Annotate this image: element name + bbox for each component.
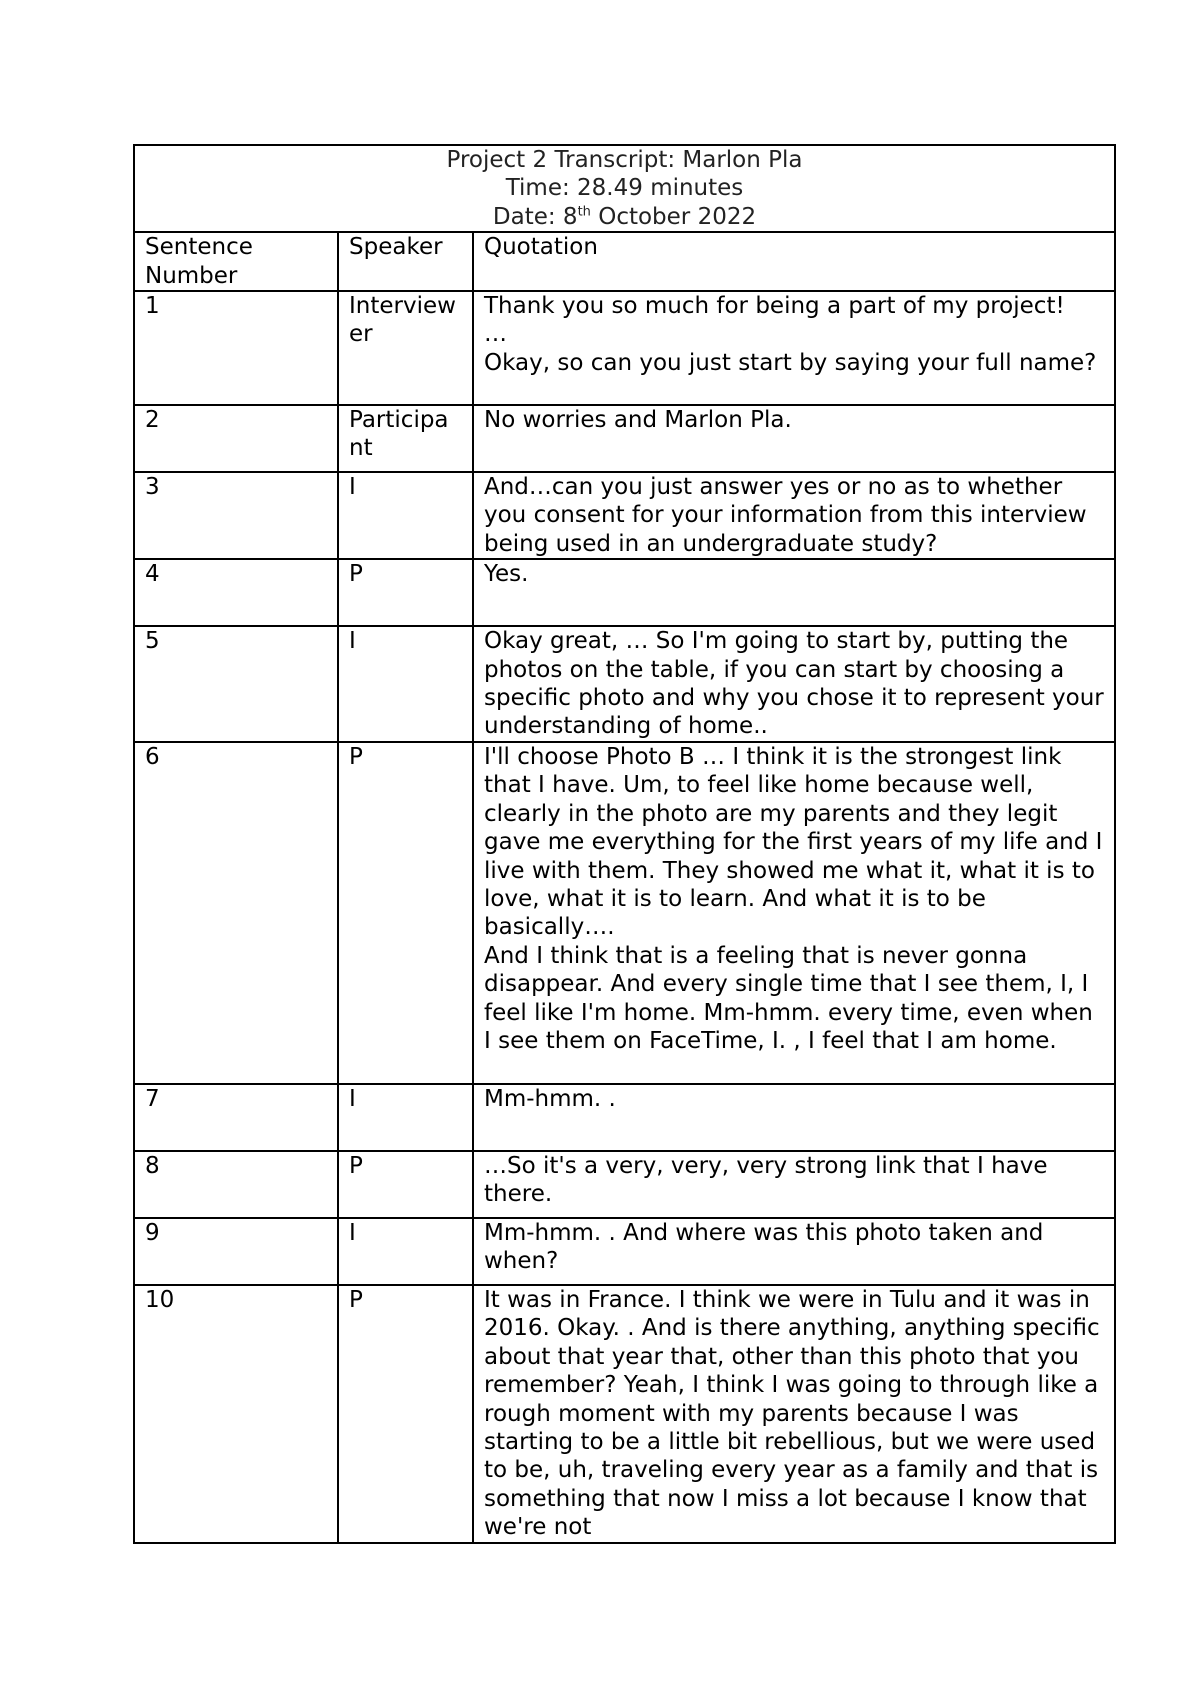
column-header-row xyxy=(134,232,1115,291)
speaker-cell: P xyxy=(338,1285,473,1543)
table-row xyxy=(134,291,1115,405)
interview-time: Time: 28.49 minutes xyxy=(505,175,744,202)
table-row xyxy=(134,1084,1115,1151)
quotation-cell xyxy=(473,1151,1115,1218)
quotation-cell xyxy=(473,291,1115,405)
table-row xyxy=(134,559,1115,626)
speaker-cell: I xyxy=(338,472,473,559)
sentence-number-cell: 10 xyxy=(134,1285,338,1543)
quotation-cell xyxy=(473,1084,1115,1151)
quotation-cell xyxy=(473,742,1115,1084)
sentence-number-cell: 5 xyxy=(134,626,338,742)
quotation-cell xyxy=(473,472,1115,559)
quotation-paragraph: Okay great, … So I'm going to start by, putting the photos on the table, if you can start by choosing a specific photo and why you chose it to represent your understanding of home.. xyxy=(484,628,1104,740)
column-header-speaker: Speaker xyxy=(338,232,473,291)
sentence-number-cell: 6 xyxy=(134,742,338,1084)
header-row xyxy=(134,145,1115,232)
speaker-cell: P xyxy=(338,559,473,626)
quotation-cell xyxy=(473,1218,1115,1285)
quotation-paragraph: Thank you so much for being a part of my project! xyxy=(484,293,1065,320)
table-row xyxy=(134,1285,1115,1543)
sentence-number-cell: 4 xyxy=(134,559,338,626)
table-row xyxy=(134,626,1115,742)
quotation-paragraph: Mm-hmm. . And where was this photo taken and when? xyxy=(484,1219,1044,1275)
quotation-paragraph: It was in France. I think we were in Tulu and it was in 2016. Okay. . And is there anything, anything specific about that year that, other than this photo that you remember? Yeah, I think I was going to through like a rough moment with my parents because I was starting to be a little bit rebellious, but we were used to be, uh, traveling every year as a family and that is something that now I miss a lot because I know that we're not xyxy=(484,1286,1100,1541)
quotation-paragraph: I'll choose Photo B … I think it is the strongest link that I have. Um, to feel like home because well, clearly in the photo are my parents and they legit gave me everything for the first years of my life and I live with them. They showed me what it, what it is to love, what it is to learn. And what it is to be basically…. xyxy=(484,743,1103,941)
quotation-paragraph: …So it's a very, very, very strong link that I have there. xyxy=(484,1152,1048,1208)
quotation-cell xyxy=(473,405,1115,472)
quotation-paragraph: And I think that is a feeling that is never gonna disappear. And every single time that I see them, I, I feel like I'm home. Mm-hmm. every time, even when I see them on FaceTime, I. , I feel that I am home. xyxy=(484,942,1093,1054)
sentence-number-cell: 9 xyxy=(134,1218,338,1285)
quotation-paragraph: Yes. xyxy=(484,561,529,588)
table-row xyxy=(134,472,1115,559)
speaker-cell: P xyxy=(338,742,473,1084)
speaker-cell: I xyxy=(338,1218,473,1285)
document-title: Project 2 Transcript: Marlon Pla xyxy=(446,147,803,173)
quotation-cell xyxy=(473,1285,1115,1543)
sentence-number-cell: 7 xyxy=(134,1084,338,1151)
speaker-cell: P xyxy=(338,1151,473,1218)
quotation-paragraph: Okay, so can you just start by saying your full name? xyxy=(484,349,1097,376)
sentence-number-cell: 3 xyxy=(134,472,338,559)
quotation-cell xyxy=(473,626,1115,742)
quotation-paragraph: And…can you just answer yes or no as to whether you consent for your information from this interview being used in an undergraduate study? xyxy=(484,474,1087,557)
sentence-number-cell: 1 xyxy=(134,291,338,405)
column-header-sentence-number: Sentence Number xyxy=(134,232,338,291)
speaker-cell: Interviewer xyxy=(338,291,473,405)
speaker-cell: Participant xyxy=(338,405,473,472)
table-row xyxy=(134,742,1115,1084)
table-row xyxy=(134,1151,1115,1218)
quotation-paragraph: No worries and Marlon Pla. xyxy=(484,407,792,434)
table-row xyxy=(134,405,1115,472)
speaker-cell: I xyxy=(338,1084,473,1151)
sentence-number-cell: 2 xyxy=(134,405,338,472)
transcript-table xyxy=(133,144,1116,1544)
interview-date: Date: 8th October 2022 xyxy=(492,203,757,230)
table-row xyxy=(134,1218,1115,1285)
column-header-quotation: Quotation xyxy=(473,232,1115,291)
quotation-paragraph: Mm-hmm. . xyxy=(484,1085,616,1112)
quotation-paragraph: … xyxy=(484,321,507,348)
speaker-cell: I xyxy=(338,626,473,742)
quotation-cell xyxy=(473,559,1115,626)
sentence-number-cell: 8 xyxy=(134,1151,338,1218)
header-cell xyxy=(134,145,1115,232)
